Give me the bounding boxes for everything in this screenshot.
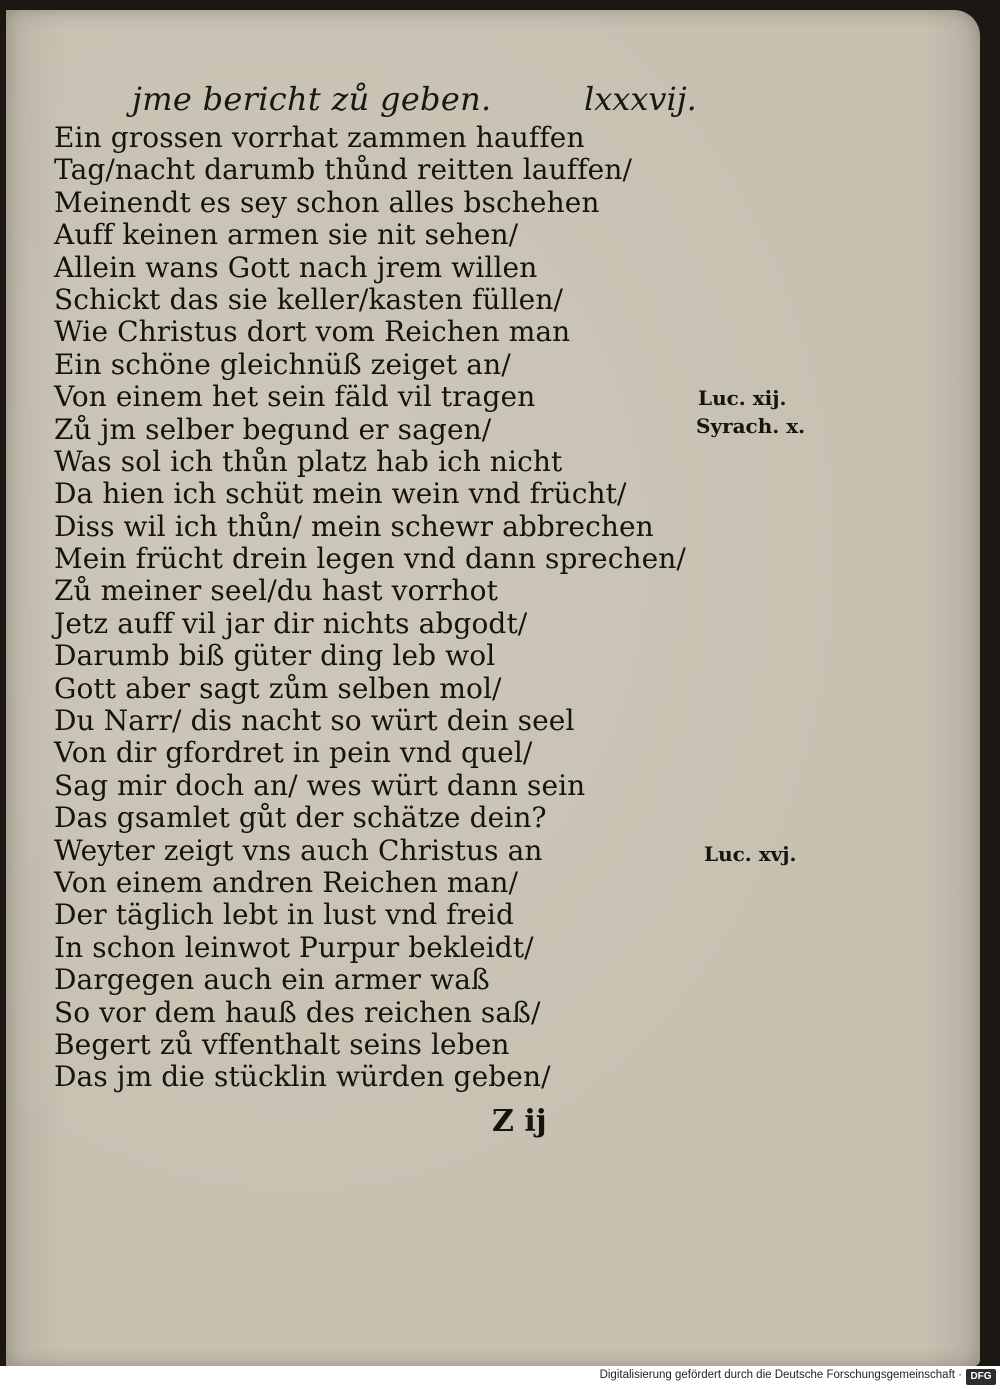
dfg-logo: DFG — [966, 1369, 996, 1385]
running-title: jme bericht zů geben. — [132, 80, 492, 118]
verse-line: In schon leinwot Purpur bekleidt/ — [54, 930, 534, 964]
marginal-note-luke-16: Luc. xvj. — [704, 842, 797, 866]
footer-bar — [0, 1366, 1000, 1389]
verse-line: Allein wans Gott nach jrem willen — [54, 250, 538, 284]
verse-line: Was sol ich thůn platz hab ich nicht — [54, 444, 563, 478]
verse-line: Zů jm selber begund er sagen/ — [54, 412, 492, 446]
verse-line: Begert zů vffenthalt seins leben — [54, 1027, 510, 1061]
verse-line: Meinendt es sey schon alles bschehen — [54, 185, 600, 219]
verse-line: Gott aber sagt zům selben mol/ — [54, 671, 502, 705]
verse-line: Mein frücht drein legen vnd dann sprechen/ — [54, 542, 686, 576]
marginal-note-sirach-10: Syrach. x. — [696, 414, 806, 438]
book-page — [6, 10, 980, 1366]
verse-line: Darumb biß güter ding leb wol — [54, 639, 496, 673]
verse-line: Zů meiner seel/du hast vorrhot — [54, 574, 498, 608]
marginal-note-luke-12: Luc. xij. — [698, 386, 787, 410]
verse-line: Der täglich lebt in lust vnd freid — [54, 898, 514, 932]
verse-line: Jetz auff vil jar dir nichts abgodt/ — [54, 606, 528, 640]
verse-line: Schickt das sie keller/kasten füllen/ — [54, 282, 563, 316]
signature-mark: Z ij — [492, 1104, 547, 1139]
verse-line: So vor dem hauß des reichen saß/ — [54, 995, 541, 1029]
verse-line: Auff keinen armen sie nit sehen/ — [54, 218, 519, 252]
folio-number: lxxxvij. — [584, 80, 697, 118]
verse-line: Von einem het sein fäld vil tragen — [54, 380, 536, 414]
verse-line: Da hien ich schüt mein wein vnd frücht/ — [54, 477, 627, 511]
funding-credit: Digitalisierung gefördert durch die Deutsche Forschungsgemeinschaft · — [599, 1369, 962, 1381]
verse-line: Tag/nacht darumb thůnd reitten lauffen/ — [54, 153, 632, 187]
verse-line: Von dir gfordret in pein vnd quel/ — [54, 736, 533, 770]
verse-line: Dargegen auch ein armer waß — [54, 963, 490, 997]
verse-line: Du Narr/ dis nacht so würt dein seel — [54, 704, 575, 738]
verse-line: Von einem andren Reichen man/ — [54, 865, 518, 899]
verse-line: Das gsamlet gůt der schätze dein? — [54, 801, 547, 835]
verse-line: Ein grossen vorrhat zammen hauffen — [54, 121, 585, 154]
verse-line: Sag mir doch an/ wes würt dann sein — [54, 768, 586, 802]
verse-list — [54, 122, 694, 1094]
verse-line: Wie Christus dort vom Reichen man — [54, 315, 571, 349]
verse-line: Weyter zeigt vns auch Christus an — [54, 833, 543, 867]
verse-line: Das jm die stücklin würden geben/ — [54, 1060, 551, 1094]
verse-line: Ein schöne gleichnüß zeiget an/ — [54, 347, 511, 381]
verse-line: Diss wil ich thůn/ mein schewr abbrechen — [54, 509, 654, 543]
